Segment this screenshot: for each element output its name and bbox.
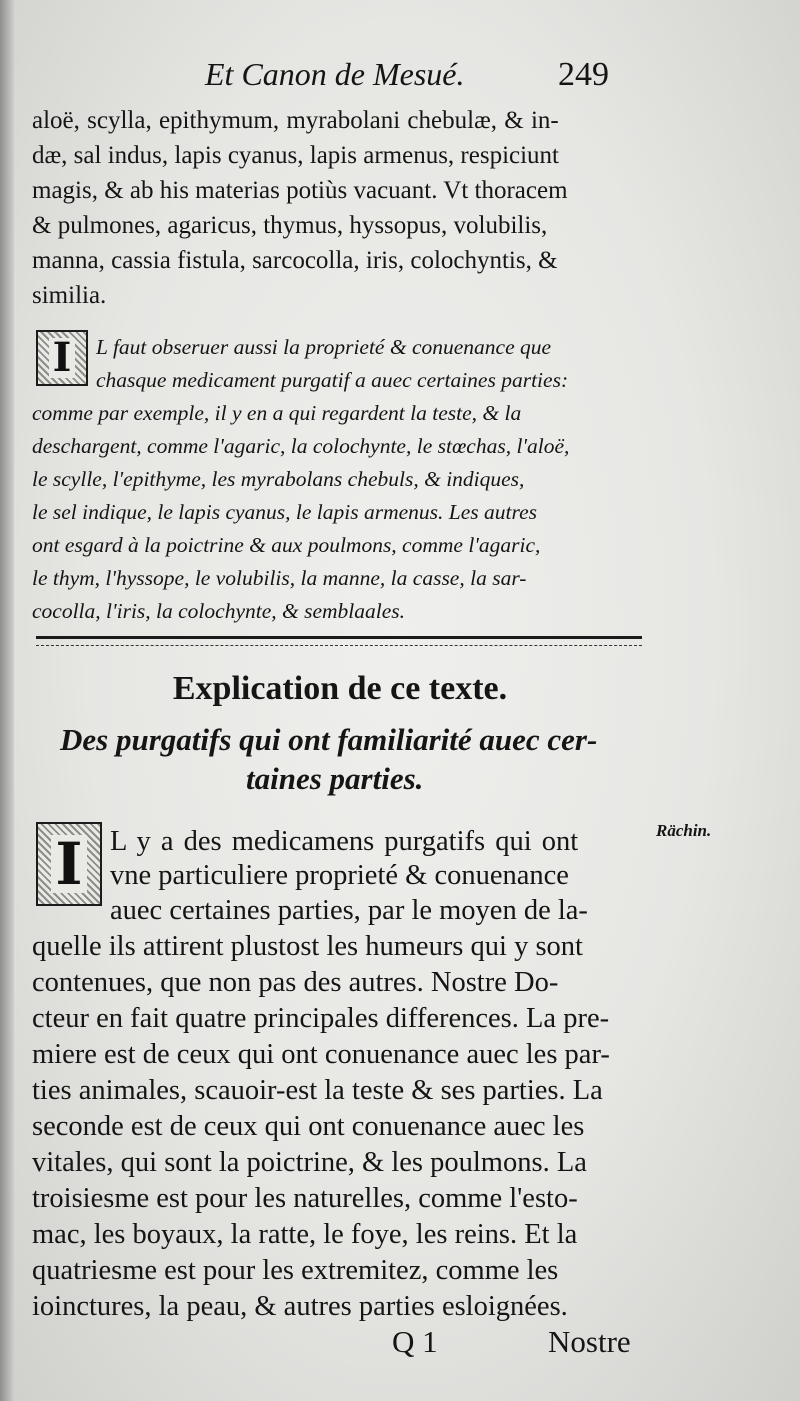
section-divider-dashed xyxy=(36,645,642,646)
commentary-line: vne particuliere proprieté & conuenance xyxy=(110,860,569,891)
commentary-line: cteur en fait quatre principales differences. La pre- xyxy=(32,1003,610,1034)
section-heading: Explication de ce texte. xyxy=(172,670,508,707)
commentary-line: ties animales, scauoir-est la teste & ses parties. La xyxy=(32,1075,603,1106)
signature-mark: Q 1 xyxy=(392,1324,438,1359)
section-divider xyxy=(36,636,642,639)
commentary-line: miere est de ceux qui ont conuenance auec les par- xyxy=(32,1039,610,1070)
drop-cap-letter: I xyxy=(51,835,86,893)
latin-line: similia. xyxy=(32,282,107,309)
commentary-line: contenues, que non pas des autres. Nostre Do- xyxy=(32,967,559,998)
commentary-line: seconde est de ceux qui ont conuenance auec les xyxy=(32,1111,585,1142)
translation-line: ont esgard à la poictrine & aux poulmons, comme l'agaric, xyxy=(32,533,541,557)
commentary-line: vitales, qui sont la poictrine, & les poulmons. La xyxy=(32,1147,587,1178)
commentary-line: mac, les boyaux, la ratte, le foye, les reins. Et la xyxy=(32,1219,578,1250)
catchword: Nostre xyxy=(548,1324,631,1359)
drop-cap-letter: I xyxy=(49,338,76,378)
drop-cap-ornament xyxy=(36,822,102,906)
translation-line: le thym, l'hyssope, le volubilis, la manne, la casse, la sar- xyxy=(32,566,527,590)
commentary-line: quelle ils attirent plustost les humeurs qui y sont xyxy=(32,931,583,962)
drop-cap-ornament xyxy=(36,330,88,386)
translation-line: le scylle, l'epithyme, les myrabolans chebuls, & indiques, xyxy=(32,467,525,491)
latin-line: dæ, sal indus, lapis cyanus, lapis armenus, respiciunt xyxy=(32,142,560,169)
latin-line: & pulmones, agaricus, thymus, hyssopus, volubilis, xyxy=(32,212,548,239)
translation-line: cocolla, l'iris, la colochynte, & semblaales. xyxy=(32,599,406,623)
commentary-line: L y a des medicamens purgatifs qui ont xyxy=(110,826,579,857)
latin-line: magis, & ab his materias potiùs vacuant. Vt thoracem xyxy=(32,177,568,204)
margin-note: Rächin. xyxy=(656,821,712,840)
translation-line: le sel indique, le lapis cyanus, le lapis armenus. Les autres xyxy=(32,500,537,524)
latin-line: aloë, scylla, epithymum, myrabolani chebulæ, & in- xyxy=(32,107,559,134)
commentary-line: quatriesme est pour les extremitez, comme les xyxy=(32,1255,559,1286)
page-number: 249 xyxy=(558,56,609,93)
latin-line: manna, cassia fistula, sarcocolla, iris, colochyntis, & xyxy=(32,247,558,274)
translation-line: comme par exemple, il y en a qui regardent la teste, & la xyxy=(32,401,522,425)
commentary-line: troisiesme est pour les naturelles, comme l'esto- xyxy=(32,1183,578,1214)
translation-line: L faut obseruer aussi la proprieté & conuenance que xyxy=(96,335,552,359)
translation-line: deschargent, comme l'agaric, la colochynte, le stœchas, l'aloë, xyxy=(32,434,570,458)
translation-line: chasque medicament purgatif a auec certaines parties: xyxy=(96,368,569,392)
section-subheading: Des purgatifs qui ont familiarité auec cer- xyxy=(60,722,598,757)
running-title: Et Canon de Mesué. xyxy=(205,56,465,92)
commentary-line: ioinctures, la peau, & autres parties esloignées. xyxy=(32,1291,568,1322)
commentary-line: auec certaines parties, par le moyen de la- xyxy=(110,895,588,926)
section-subheading: taines parties. xyxy=(246,761,424,796)
